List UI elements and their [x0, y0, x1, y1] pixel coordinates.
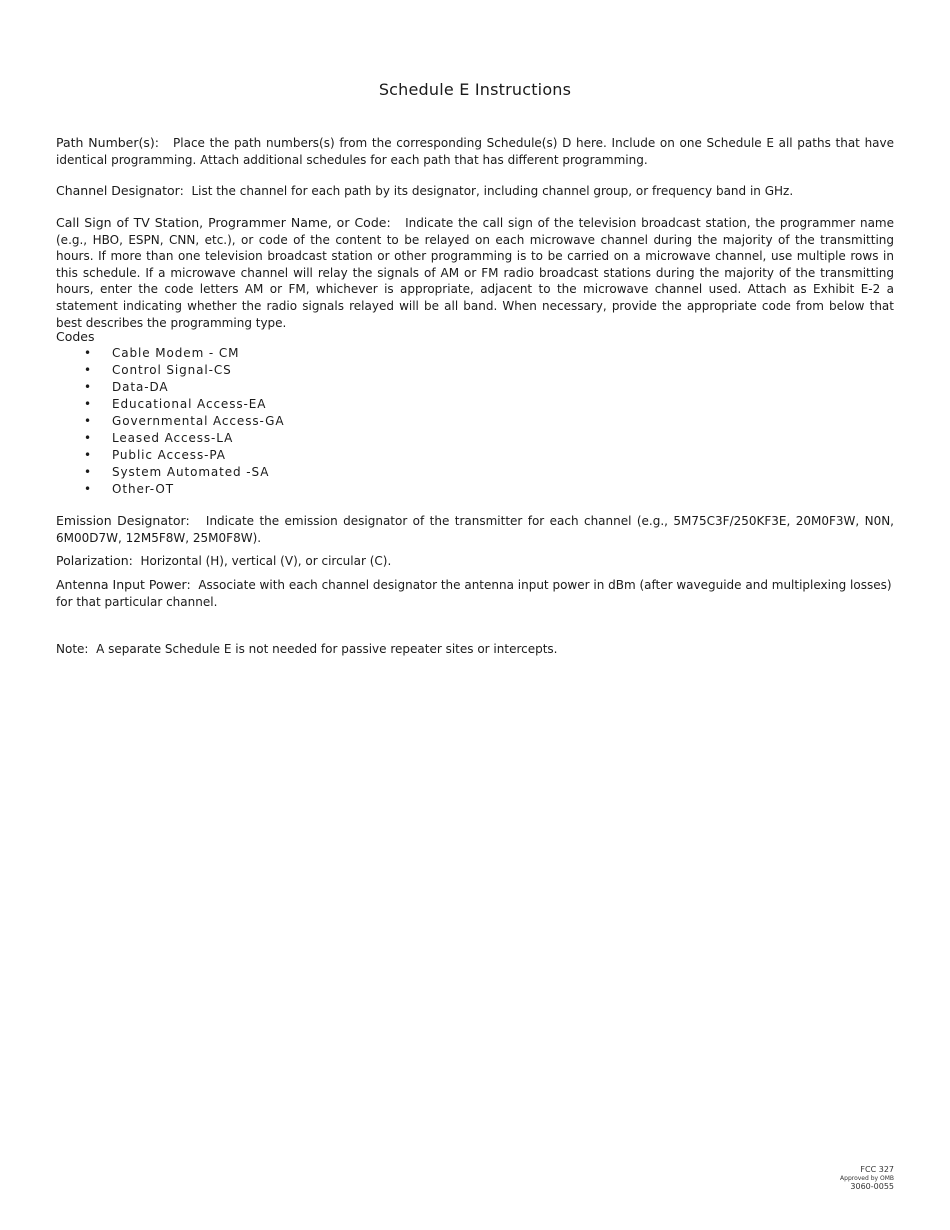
omb-number: 3060-0055	[850, 1181, 894, 1191]
form-footer	[840, 1165, 894, 1191]
bullet-icon: •	[84, 482, 92, 496]
code-item	[56, 379, 894, 396]
omb-approval: Approved by OMB	[840, 1174, 894, 1182]
note-paragraph	[56, 641, 894, 658]
polarization-paragraph	[56, 553, 894, 570]
channel-designator-text: List the channel for each path by its designator, including channel group, or frequency band in GHz.	[191, 184, 794, 198]
code-item	[56, 447, 894, 464]
codes-title: Codes	[56, 329, 95, 344]
code-label: Educational Access-EA	[112, 397, 267, 411]
emission-designator-label: Emission Designator:	[56, 513, 190, 528]
bullet-icon: •	[84, 448, 92, 462]
bullet-icon: •	[84, 431, 92, 445]
code-label: System Automated -SA	[112, 465, 270, 479]
antenna-input-power-label: Antenna Input Power:	[56, 577, 191, 592]
code-item	[56, 464, 894, 481]
note-text: A separate Schedule E is not needed for passive repeater sites or intercepts.	[96, 642, 558, 656]
bullet-icon: •	[84, 465, 92, 479]
bullet-icon: •	[84, 346, 92, 360]
path-number-paragraph	[56, 135, 894, 168]
call-sign-label: Call Sign of TV Station, Programmer Name, or Code:	[56, 215, 391, 230]
polarization-label: Polarization:	[56, 553, 133, 568]
code-label: Public Access-PA	[112, 448, 226, 462]
path-number-label: Path Number(s):	[56, 135, 159, 150]
polarization-text: Horizontal (H), vertical (V), or circular (C).	[140, 554, 392, 568]
form-number: FCC 327	[860, 1165, 894, 1174]
path-number-text: Place the path numbers(s) from the corresponding Schedule(s) D here. Include on one Schedule E all paths that have identical programming. Attach additional schedules for each path that has different programming.	[56, 136, 895, 167]
code-label: Governmental Access-GA	[112, 414, 285, 428]
bullet-icon: •	[84, 380, 92, 394]
emission-designator-text: Indicate the emission designator of the transmitter for each channel (e.g., 5M75C3F/250KF3E, 20M0F3W, N0N, 6M00D7W, 12M5F8W, 25M0F8W).	[56, 514, 895, 545]
code-label: Data-DA	[112, 380, 169, 394]
code-label: Control Signal-CS	[112, 363, 232, 377]
code-item	[56, 396, 894, 413]
codes-list	[56, 345, 894, 498]
code-item	[56, 362, 894, 379]
code-item	[56, 345, 894, 362]
note-label: Note:	[56, 642, 89, 656]
antenna-input-power-text: Associate with each channel designator the antenna input power in dBm (after waveguide and multiplexing losses) for that particular channel.	[56, 578, 892, 609]
antenna-input-power-paragraph	[56, 577, 894, 610]
bullet-icon: •	[84, 397, 92, 411]
code-label: Other-OT	[112, 482, 174, 496]
code-label: Leased Access-LA	[112, 431, 234, 445]
call-sign-paragraph	[56, 215, 894, 331]
call-sign-text: Indicate the call sign of the television broadcast station, the programmer name (e.g., HBO, ESPN, CNN, etc.), or code of the content to be relayed on each microwave channel during the majority of the transmitting hours. If more than one television broadcast station or other programming is to be carried on a microwave channel, use multiple rows in this schedule. If a microwave channel will relay the signals of AM or FM radio broadcast stations during the majority of the transmitting hours, enter the code letters AM or FM, whichever is appropriate, adjacent to the microwave channel used. Attach as Exhibit E-2 a statement indicating whether the radio signals relayed will be all band. When necessary, provide the appropriate code from below that best describes the programming type.	[56, 216, 895, 330]
bullet-icon: •	[84, 414, 92, 428]
emission-designator-paragraph	[56, 513, 894, 546]
channel-designator-label: Channel Designator:	[56, 183, 184, 198]
page-title: Schedule E Instructions	[378, 80, 572, 99]
code-item	[56, 481, 894, 498]
bullet-icon: •	[84, 363, 92, 377]
code-label: Cable Modem - CM	[112, 346, 240, 360]
code-item	[56, 413, 894, 430]
code-item	[56, 430, 894, 447]
codes-section	[56, 328, 894, 498]
channel-designator-paragraph	[56, 183, 894, 200]
